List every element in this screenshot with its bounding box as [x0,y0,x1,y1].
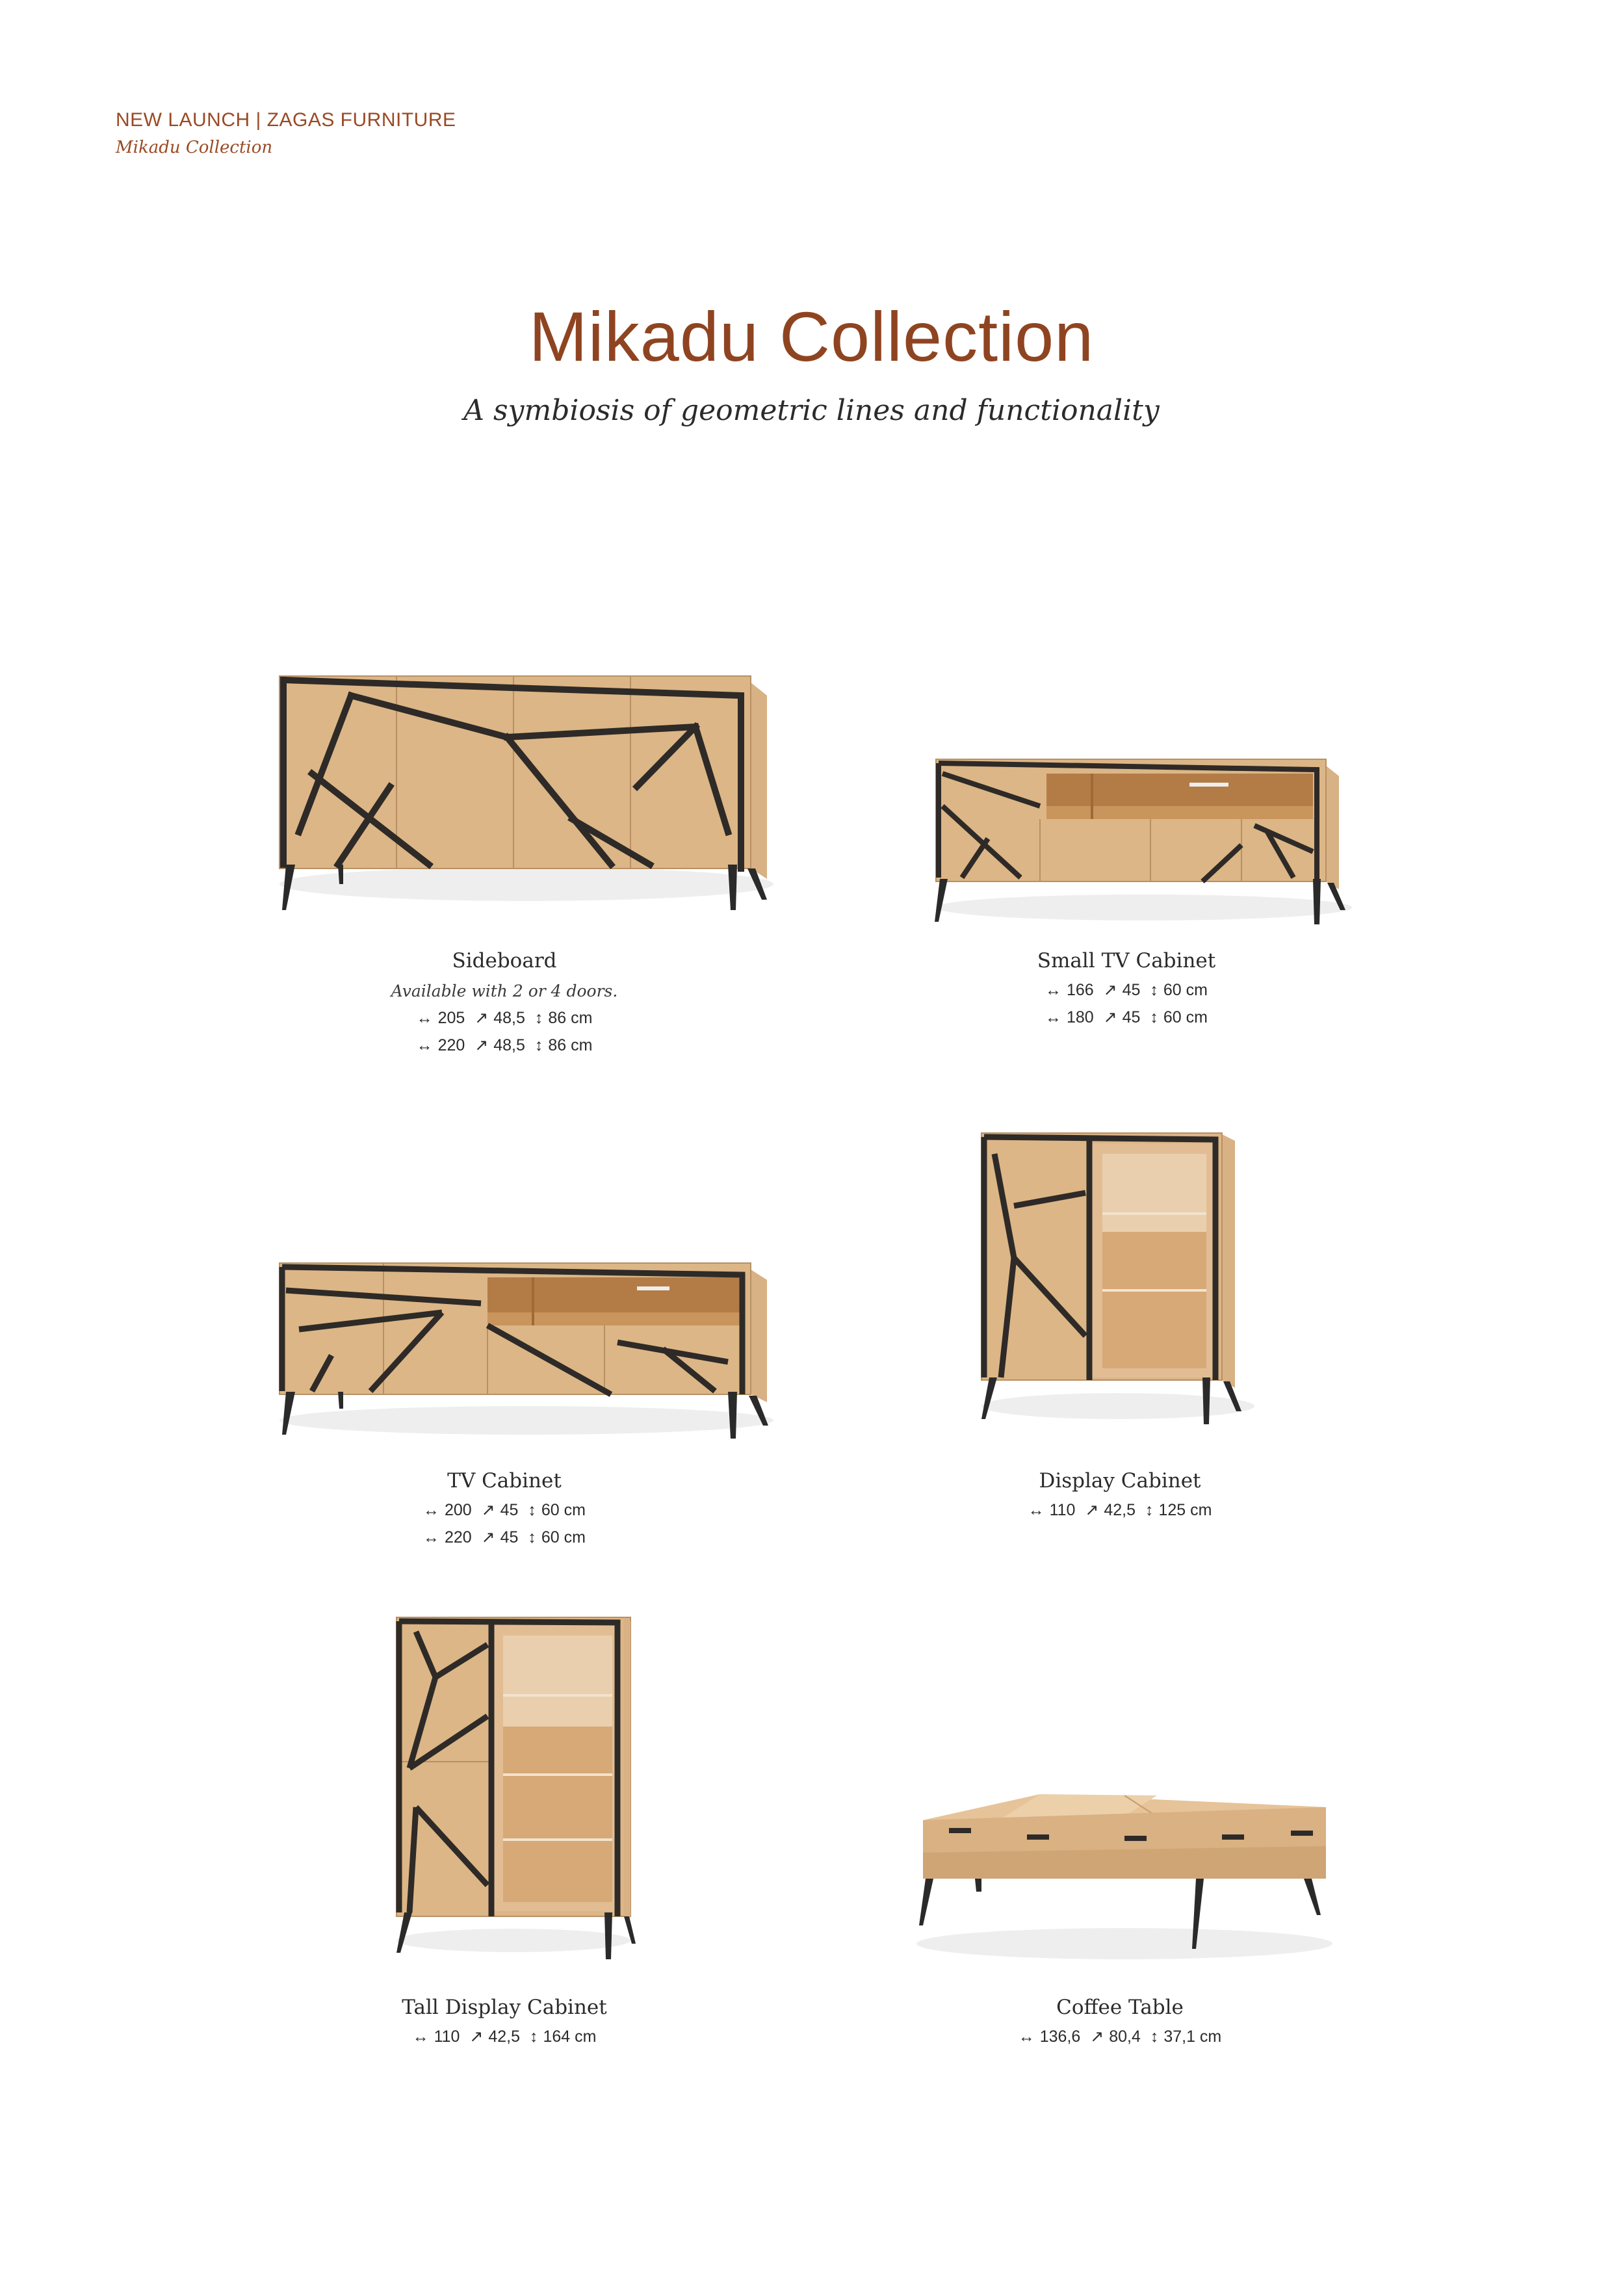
depth-icon: ↗ [469,2028,484,2046]
dims-row [277,1036,732,1055]
depth-icon: ↗ [1090,2028,1104,2046]
dims-row [892,2027,1347,2046]
height-icon: ↕ [534,1036,543,1054]
depth-value: 45 [1122,1008,1141,1026]
display-cabinet-image [975,1128,1261,1440]
depth-value: 80,4 [1109,2028,1141,2046]
page-subtitle: A symbiosis of geometric lines and functionality [463,394,1160,427]
height-icon: ↕ [534,1009,543,1027]
width-value: 136,6 [1039,2028,1081,2046]
width-value: 220 [437,1036,465,1054]
dims-row [277,1008,732,1028]
dims-row [277,1528,732,1547]
product-name: TV Cabinet [447,1469,562,1493]
page-header [116,109,456,157]
width-value: 110 [1049,1501,1076,1519]
depth-value: 45 [500,1501,519,1519]
depth-icon: ↗ [474,1036,489,1054]
product-name: Coffee Table [1056,1996,1184,2019]
sideboard-image [273,670,780,923]
height-value: 60 cm [1163,1008,1208,1026]
depth-value: 48,5 [493,1036,525,1054]
small-tv-cabinet-caption [899,949,1354,1027]
depth-icon: ↗ [1103,981,1117,999]
depth-value: 42,5 [1104,1501,1136,1519]
depth-icon: ↗ [1103,1008,1117,1026]
height-value: 37,1 cm [1163,2028,1222,2046]
height-value: 86 cm [548,1009,593,1027]
height-icon: ↕ [1145,1501,1154,1519]
product-note: Available with 2 or 4 doors. [391,982,618,1000]
height-icon: ↕ [1150,981,1158,999]
display-cabinet-caption [892,1469,1347,1520]
width-icon: ↔ [412,2028,429,2046]
height-icon: ↕ [529,2028,538,2046]
depth-icon: ↗ [481,1501,495,1519]
width-icon: ↔ [416,1009,433,1027]
coffee-table-caption [892,1996,1347,2046]
width-value: 205 [437,1009,465,1027]
width-icon: ↔ [423,1528,439,1546]
width-icon: ↔ [423,1501,439,1519]
width-icon: ↔ [1045,981,1061,999]
tv-cabinet-caption [277,1469,732,1547]
height-value: 125 cm [1158,1501,1212,1519]
page-title: Mikadu Collection [528,297,1095,376]
depth-icon: ↗ [1085,1501,1099,1519]
depth-value: 48,5 [493,1009,525,1027]
height-icon: ↕ [1150,1008,1158,1026]
height-value: 86 cm [548,1036,593,1054]
dims-row [899,1008,1354,1027]
product-name: Sideboard [452,949,557,972]
depth-icon: ↗ [474,1009,489,1027]
collection-line: Mikadu Collection [116,138,273,157]
width-value: 200 [445,1501,472,1519]
width-icon: ↔ [1028,1501,1045,1519]
coffee-table-image [910,1781,1339,1976]
brand-line: NEW LAUNCH | ZAGAS FURNITURE [116,109,456,131]
product-name: Small TV Cabinet [1037,949,1216,972]
depth-value: 45 [1122,981,1141,999]
dims-row [899,980,1354,1000]
width-icon: ↔ [1045,1008,1061,1026]
depth-value: 42,5 [488,2028,520,2046]
small-tv-cabinet-image [929,754,1358,930]
tall-display-cabinet-image [390,1612,637,1976]
dims-row [277,2027,732,2046]
width-value: 166 [1067,981,1094,999]
height-icon: ↕ [1150,2028,1159,2046]
depth-value: 45 [500,1528,519,1546]
tall-display-cabinet-caption [277,1996,732,2046]
height-icon: ↕ [528,1501,536,1519]
height-value: 60 cm [1163,981,1208,999]
dims-row [892,1500,1347,1520]
width-value: 220 [445,1528,472,1546]
depth-icon: ↗ [481,1528,495,1546]
width-value: 180 [1067,1008,1094,1026]
product-name: Display Cabinet [1039,1469,1201,1493]
width-value: 110 [434,2028,460,2046]
width-icon: ↔ [1018,2028,1035,2046]
dims-row [277,1500,732,1520]
sideboard-caption [277,949,732,1055]
tv-cabinet-image [273,1258,780,1446]
height-value: 60 cm [541,1528,586,1546]
width-icon: ↔ [416,1036,433,1054]
product-name: Tall Display Cabinet [402,1996,607,2019]
height-icon: ↕ [528,1528,536,1546]
height-value: 60 cm [541,1501,586,1519]
height-value: 164 cm [543,2028,597,2046]
